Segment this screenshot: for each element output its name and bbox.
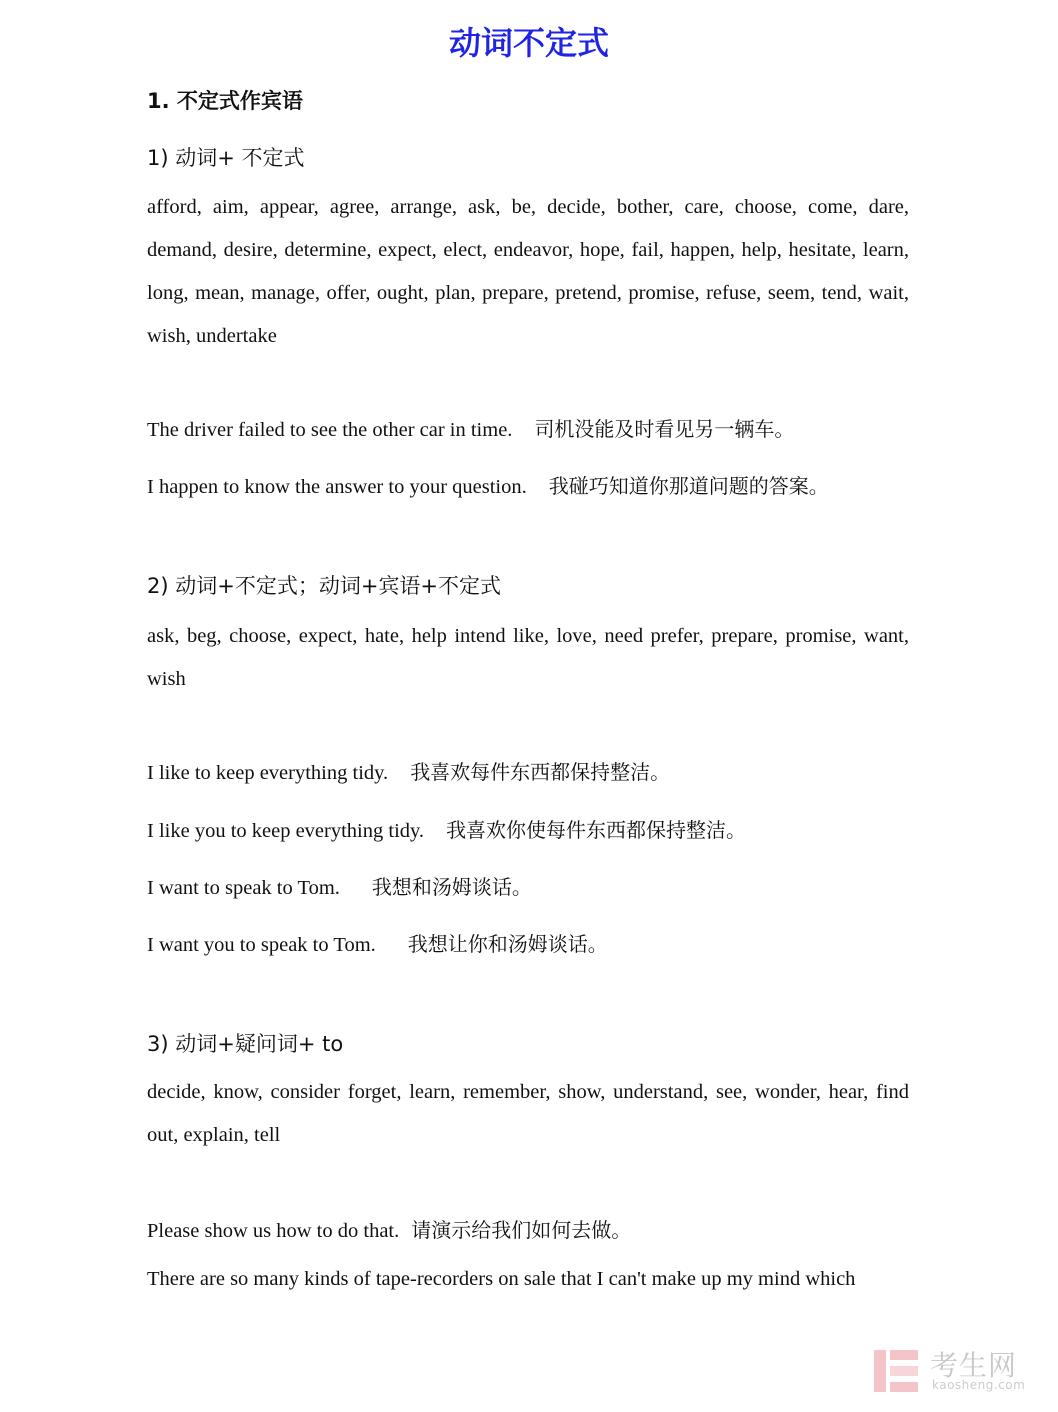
example-chinese: 我碰巧知道你那道问题的答案。	[548, 474, 829, 498]
example-chinese: 我想和汤姆谈话。	[371, 875, 532, 899]
example-english: I like you to keep everything tidy.	[147, 820, 425, 842]
section-heading-1: 1. 不定式作宾语	[147, 89, 303, 113]
subsection-heading-2: 2) 动词+不定式；动词+宾语+不定式	[147, 574, 502, 598]
example-english: I like to keep everything tidy.	[147, 762, 389, 784]
example-chinese: 我喜欢每件东西都保持整洁。	[410, 760, 671, 784]
example-english: I want to speak to Tom.	[147, 877, 340, 899]
subsection-heading-3: 3) 动词+疑问词+ to	[147, 1032, 344, 1056]
example-english: Please show us how to do that.	[147, 1220, 400, 1242]
example-chinese: 我喜欢你使每件东西都保持整洁。	[446, 818, 747, 842]
example-sentence	[147, 928, 608, 961]
verb-list-3: decide, know, consider forget, learn, remember, show, understand, see, wonder, hear, find out, explain, tell	[147, 1081, 909, 1146]
example-chinese: 我想让你和汤姆谈话。	[407, 932, 608, 956]
example-sentence	[147, 1214, 631, 1247]
example-sentence	[147, 871, 532, 904]
subsection-heading-1: 1) 动词+ 不定式	[147, 146, 305, 170]
example-sentence	[147, 814, 746, 847]
example-english: I want you to speak to Tom.	[147, 934, 376, 956]
example-english: I happen to know the answer to your question.	[147, 476, 527, 498]
verb-list-1: afford, aim, appear, agree, arrange, ask, be, decide, bother, care, choose, come, dare, demand, desire, determine, expect, elect, endeavor, hope, fail, happen, help, hesitate, learn, long, mean, manage, offer, ought, plan, prepare, pretend, promise, refuse, seem, tend, wait, wish, undertake	[147, 196, 909, 347]
page-title: 动词不定式	[448, 24, 609, 62]
example-sentence	[147, 1263, 855, 1295]
watermark	[866, 1344, 1036, 1396]
watermark-logo-icon	[872, 1346, 922, 1396]
example-english: There are so many kinds of tape-recorders on sale that I can't make up my mind which	[147, 1268, 856, 1290]
example-chinese: 请演示给我们如何去做。	[411, 1218, 632, 1242]
example-chinese: 司机没能及时看见另一辆车。	[534, 417, 795, 441]
example-english: The driver failed to see the other car in time.	[147, 419, 513, 441]
example-sentence	[147, 756, 670, 789]
watermark-text: 考生网	[930, 1349, 1018, 1382]
watermark-url: kaosheng.com	[932, 1378, 1026, 1392]
example-sentence	[147, 470, 829, 503]
example-sentence	[147, 413, 794, 446]
verb-list-2: ask, beg, choose, expect, hate, help intend like, love, need prefer, prepare, promise, want, wish	[147, 625, 909, 690]
